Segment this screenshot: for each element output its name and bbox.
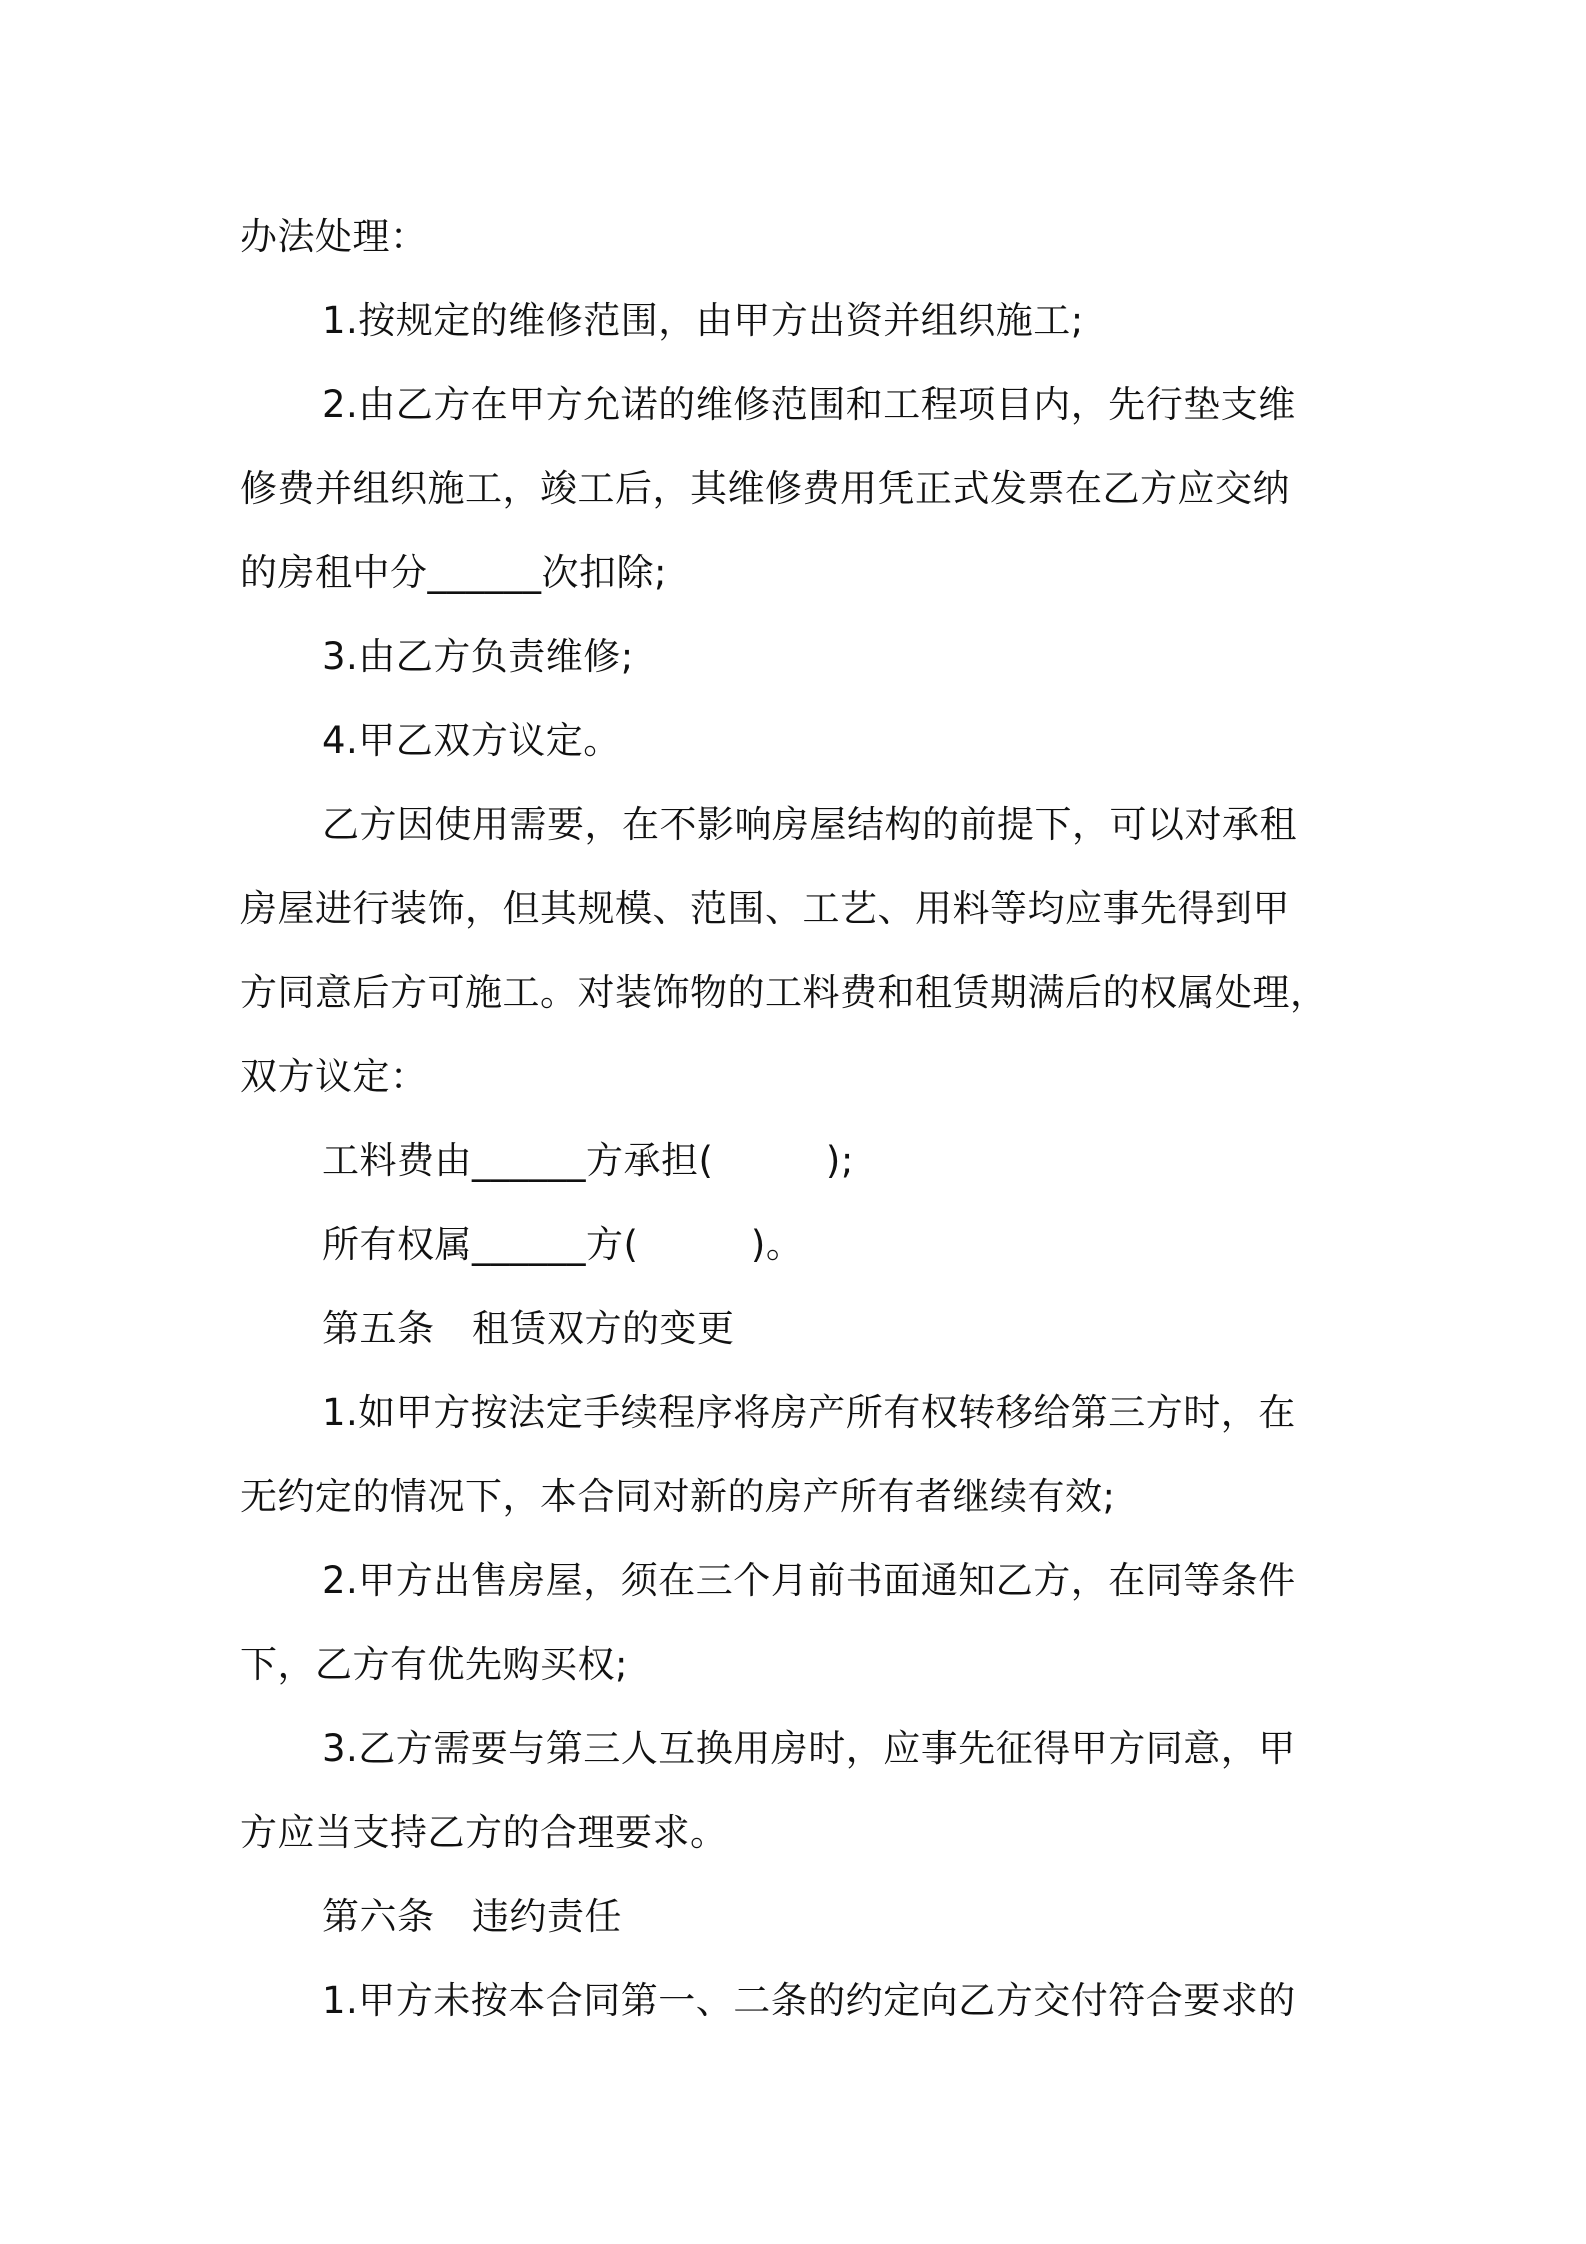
article-heading: 第六条 违约责任 xyxy=(322,1895,622,1938)
text-line: 1.如甲方按法定手续程序将房产所有权转移给第三方时，在 xyxy=(322,1391,1296,1434)
text-line: 双方议定： xyxy=(240,1055,428,1098)
contract-text-body xyxy=(240,195,1370,2043)
text-line: 办法处理： xyxy=(240,215,428,258)
text-line: 方同意后方可施工。对装饰物的工料费和租赁期满后的权属处理， xyxy=(240,971,1328,1014)
text-line: 4.甲乙双方议定。 xyxy=(322,719,621,762)
text-line: 下，乙方有优先购买权; xyxy=(240,1643,628,1686)
text-line: 房屋进行装饰，但其规模、范围、工艺、用料等均应事先得到甲 xyxy=(240,887,1290,930)
text-line: 方应当支持乙方的合理要求。 xyxy=(240,1811,728,1854)
text-line: 2.甲方出售房屋，须在三个月前书面通知乙方，在同等条件 xyxy=(322,1559,1296,1602)
text-line: 乙方因使用需要，在不影响房屋结构的前提下，可以对承租 xyxy=(322,803,1297,846)
text-line: 工料费由______方承担( ); xyxy=(322,1139,854,1182)
article-heading: 第五条 租赁双方的变更 xyxy=(322,1307,735,1350)
text-line: 3.由乙方负责维修; xyxy=(322,635,634,678)
text-line: 修费并组织施工，竣工后，其维修费用凭正式发票在乙方应交纳 xyxy=(240,467,1290,510)
text-line: 无约定的情况下，本合同对新的房产所有者继续有效; xyxy=(240,1475,1116,1518)
text-line: 的房租中分______次扣除; xyxy=(240,551,667,594)
text-line: 1.甲方未按本合同第一、二条的约定向乙方交付符合要求的 xyxy=(322,1979,1296,2022)
text-line: 2.由乙方在甲方允诺的维修范围和工程项目内，先行垫支维 xyxy=(322,383,1296,426)
text-line: 1.按规定的维修范围，由甲方出资并组织施工; xyxy=(322,299,1084,342)
text-line: 所有权属______方( )。 xyxy=(322,1223,804,1266)
text-line: 3.乙方需要与第三人互换用房时，应事先征得甲方同意，甲 xyxy=(322,1727,1296,1770)
